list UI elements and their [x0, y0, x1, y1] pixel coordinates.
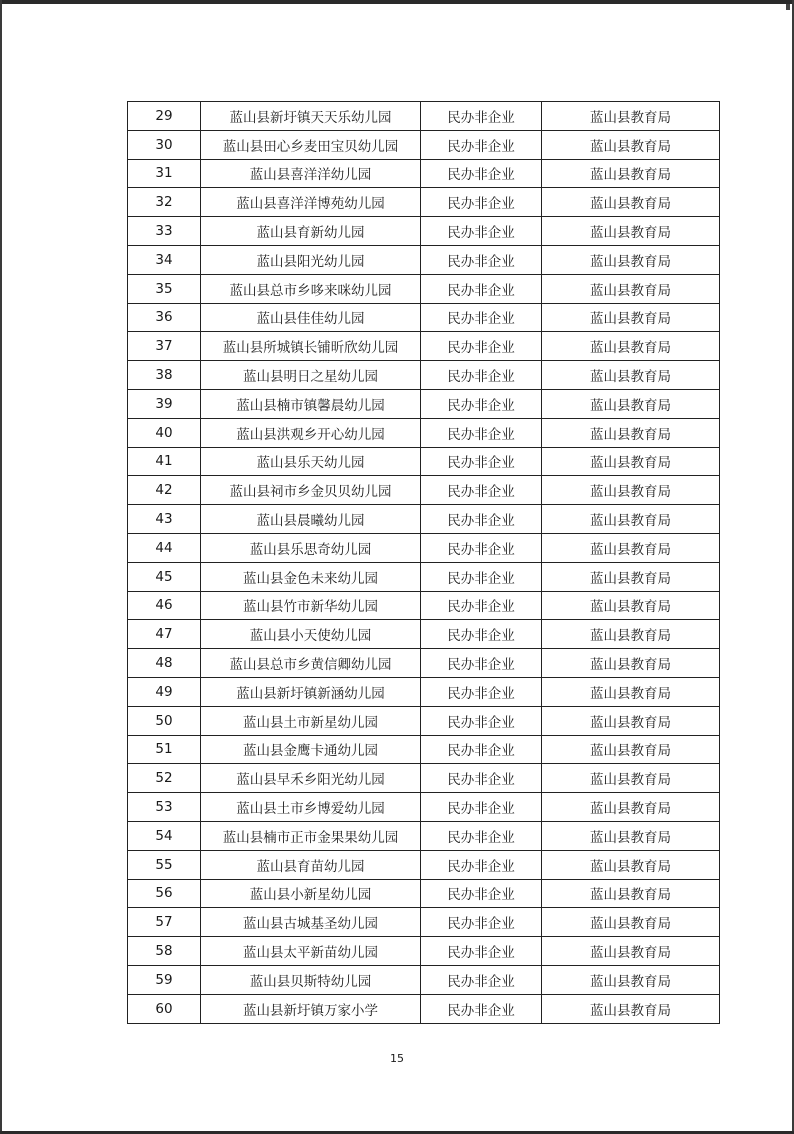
organization-type-cell: 民办非企业	[421, 389, 542, 418]
supervising-authority-cell: 蓝山县教育局	[542, 649, 720, 678]
supervising-authority-cell: 蓝山县教育局	[542, 274, 720, 303]
table-row	[128, 389, 720, 418]
supervising-authority-cell: 蓝山县教育局	[542, 994, 720, 1023]
table-row	[128, 821, 720, 850]
row-number-cell: 33	[128, 217, 201, 246]
supervising-authority-cell: 蓝山县教育局	[542, 764, 720, 793]
supervising-authority-cell: 蓝山县教育局	[542, 591, 720, 620]
table-row	[128, 677, 720, 706]
supervising-authority-cell: 蓝山县教育局	[542, 418, 720, 447]
kindergarten-name-cell: 蓝山县新圩镇万家小学	[201, 994, 421, 1023]
supervising-authority-cell: 蓝山县教育局	[542, 562, 720, 591]
kindergarten-name-cell: 蓝山县佳佳幼儿园	[201, 303, 421, 332]
kindergarten-name-cell: 蓝山县古城基圣幼儿园	[201, 908, 421, 937]
supervising-authority-cell: 蓝山县教育局	[542, 303, 720, 332]
organization-type-cell: 民办非企业	[421, 850, 542, 879]
row-number-cell: 60	[128, 994, 201, 1023]
row-number-cell: 35	[128, 274, 201, 303]
row-number-cell: 45	[128, 562, 201, 591]
page-number: 15	[390, 1052, 404, 1065]
row-number-cell: 32	[128, 188, 201, 217]
organization-type-cell: 民办非企业	[421, 159, 542, 188]
supervising-authority-cell: 蓝山县教育局	[542, 620, 720, 649]
kindergarten-name-cell: 蓝山县楠市镇馨晨幼儿园	[201, 389, 421, 418]
kindergarten-name-cell: 蓝山县总市乡哆来咪幼儿园	[201, 274, 421, 303]
scan-edge-top	[0, 0, 794, 4]
kindergarten-name-cell: 蓝山县所城镇长铺昕欣幼儿园	[201, 332, 421, 361]
table-row	[128, 562, 720, 591]
kindergarten-name-cell: 蓝山县土市新星幼儿园	[201, 706, 421, 735]
kindergarten-name-cell: 蓝山县小新星幼儿园	[201, 879, 421, 908]
table-row	[128, 649, 720, 678]
organization-type-cell: 民办非企业	[421, 994, 542, 1023]
supervising-authority-cell: 蓝山县教育局	[542, 706, 720, 735]
kindergarten-name-cell: 蓝山县田心乡麦田宝贝幼儿园	[201, 130, 421, 159]
row-number-cell: 53	[128, 793, 201, 822]
row-number-cell: 31	[128, 159, 201, 188]
kindergarten-name-cell: 蓝山县新圩镇新涵幼儿园	[201, 677, 421, 706]
row-number-cell: 43	[128, 505, 201, 534]
table-row	[128, 188, 720, 217]
table-row	[128, 332, 720, 361]
row-number-cell: 36	[128, 303, 201, 332]
supervising-authority-cell: 蓝山县教育局	[542, 793, 720, 822]
row-number-cell: 49	[128, 677, 201, 706]
kindergarten-name-cell: 蓝山县洪观乡开心幼儿园	[201, 418, 421, 447]
table-row	[128, 130, 720, 159]
organization-type-cell: 民办非企业	[421, 591, 542, 620]
row-number-cell: 47	[128, 620, 201, 649]
row-number-cell: 55	[128, 850, 201, 879]
kindergarten-name-cell: 蓝山县金色未来幼儿园	[201, 562, 421, 591]
kindergarten-name-cell: 蓝山县竹市新华幼儿园	[201, 591, 421, 620]
supervising-authority-cell: 蓝山县教育局	[542, 937, 720, 966]
supervising-authority-cell: 蓝山县教育局	[542, 677, 720, 706]
table-row	[128, 245, 720, 274]
organization-type-cell: 民办非企业	[421, 620, 542, 649]
organization-type-cell: 民办非企业	[421, 793, 542, 822]
row-number-cell: 41	[128, 447, 201, 476]
supervising-authority-cell: 蓝山县教育局	[542, 361, 720, 390]
table-row	[128, 303, 720, 332]
supervising-authority-cell: 蓝山县教育局	[542, 102, 720, 131]
kindergarten-name-cell: 蓝山县乐天幼儿园	[201, 447, 421, 476]
kindergarten-name-cell: 蓝山县明日之星幼儿园	[201, 361, 421, 390]
table-row	[128, 908, 720, 937]
organization-type-cell: 民办非企业	[421, 332, 542, 361]
scan-edge-left	[0, 0, 2, 1134]
row-number-cell: 48	[128, 649, 201, 678]
row-number-cell: 38	[128, 361, 201, 390]
table-row	[128, 476, 720, 505]
table-row	[128, 994, 720, 1023]
row-number-cell: 52	[128, 764, 201, 793]
supervising-authority-cell: 蓝山县教育局	[542, 332, 720, 361]
organization-type-cell: 民办非企业	[421, 303, 542, 332]
table-row	[128, 793, 720, 822]
row-number-cell: 57	[128, 908, 201, 937]
table-row	[128, 159, 720, 188]
supervising-authority-cell: 蓝山县教育局	[542, 217, 720, 246]
row-number-cell: 59	[128, 965, 201, 994]
row-number-cell: 29	[128, 102, 201, 131]
table-row	[128, 965, 720, 994]
row-number-cell: 39	[128, 389, 201, 418]
organization-type-cell: 民办非企业	[421, 476, 542, 505]
row-number-cell: 50	[128, 706, 201, 735]
kindergarten-name-cell: 蓝山县金鹰卡通幼儿园	[201, 735, 421, 764]
supervising-authority-cell: 蓝山县教育局	[542, 245, 720, 274]
organization-type-cell: 民办非企业	[421, 649, 542, 678]
organization-type-cell: 民办非企业	[421, 533, 542, 562]
kindergarten-name-cell: 蓝山县育苗幼儿园	[201, 850, 421, 879]
kindergarten-name-cell: 蓝山县阳光幼儿园	[201, 245, 421, 274]
table-row	[128, 764, 720, 793]
supervising-authority-cell: 蓝山县教育局	[542, 533, 720, 562]
organization-type-cell: 民办非企业	[421, 188, 542, 217]
kindergarten-name-cell: 蓝山县喜洋洋幼儿园	[201, 159, 421, 188]
supervising-authority-cell: 蓝山县教育局	[542, 389, 720, 418]
table-row	[128, 505, 720, 534]
table-row	[128, 591, 720, 620]
table-row	[128, 418, 720, 447]
kindergarten-name-cell: 蓝山县太平新苗幼儿园	[201, 937, 421, 966]
organization-type-cell: 民办非企业	[421, 130, 542, 159]
kindergarten-name-cell: 蓝山县早禾乡阳光幼儿园	[201, 764, 421, 793]
organization-type-cell: 民办非企业	[421, 965, 542, 994]
kindergarten-name-cell: 蓝山县贝斯特幼儿园	[201, 965, 421, 994]
organization-type-cell: 民办非企业	[421, 505, 542, 534]
supervising-authority-cell: 蓝山县教育局	[542, 965, 720, 994]
organization-type-cell: 民办非企业	[421, 245, 542, 274]
kindergarten-name-cell: 蓝山县楠市正市金果果幼儿园	[201, 821, 421, 850]
supervising-authority-cell: 蓝山县教育局	[542, 159, 720, 188]
row-number-cell: 34	[128, 245, 201, 274]
row-number-cell: 37	[128, 332, 201, 361]
table-row	[128, 533, 720, 562]
table-row	[128, 735, 720, 764]
supervising-authority-cell: 蓝山县教育局	[542, 130, 720, 159]
organization-type-cell: 民办非企业	[421, 879, 542, 908]
table-row	[128, 102, 720, 131]
supervising-authority-cell: 蓝山县教育局	[542, 447, 720, 476]
organization-type-cell: 民办非企业	[421, 274, 542, 303]
row-number-cell: 46	[128, 591, 201, 620]
supervising-authority-cell: 蓝山县教育局	[542, 735, 720, 764]
organization-type-cell: 民办非企业	[421, 418, 542, 447]
organization-type-cell: 民办非企业	[421, 764, 542, 793]
organization-type-cell: 民办非企业	[421, 102, 542, 131]
supervising-authority-cell: 蓝山县教育局	[542, 821, 720, 850]
organization-type-cell: 民办非企业	[421, 937, 542, 966]
table-row	[128, 447, 720, 476]
table-row	[128, 706, 720, 735]
kindergarten-name-cell: 蓝山县晨曦幼儿园	[201, 505, 421, 534]
organization-table	[127, 101, 720, 1024]
table-row	[128, 274, 720, 303]
organization-type-cell: 民办非企业	[421, 706, 542, 735]
kindergarten-name-cell: 蓝山县乐思奇幼儿园	[201, 533, 421, 562]
row-number-cell: 40	[128, 418, 201, 447]
organization-type-cell: 民办非企业	[421, 447, 542, 476]
row-number-cell: 30	[128, 130, 201, 159]
organization-type-cell: 民办非企业	[421, 821, 542, 850]
organization-type-cell: 民办非企业	[421, 217, 542, 246]
supervising-authority-cell: 蓝山县教育局	[542, 476, 720, 505]
kindergarten-name-cell: 蓝山县总市乡黄信卿幼儿园	[201, 649, 421, 678]
organization-table-body	[128, 102, 720, 1024]
table-row	[128, 850, 720, 879]
kindergarten-name-cell: 蓝山县祠市乡金贝贝幼儿园	[201, 476, 421, 505]
supervising-authority-cell: 蓝山县教育局	[542, 505, 720, 534]
supervising-authority-cell: 蓝山县教育局	[542, 850, 720, 879]
organization-type-cell: 民办非企业	[421, 735, 542, 764]
kindergarten-name-cell: 蓝山县喜洋洋博苑幼儿园	[201, 188, 421, 217]
kindergarten-name-cell: 蓝山县小天使幼儿园	[201, 620, 421, 649]
kindergarten-name-cell: 蓝山县新圩镇天天乐幼儿园	[201, 102, 421, 131]
organization-type-cell: 民办非企业	[421, 562, 542, 591]
kindergarten-name-cell: 蓝山县土市乡博爱幼儿园	[201, 793, 421, 822]
table-row	[128, 937, 720, 966]
row-number-cell: 42	[128, 476, 201, 505]
table-row	[128, 620, 720, 649]
table-row	[128, 361, 720, 390]
row-number-cell: 54	[128, 821, 201, 850]
scan-corner-mark	[786, 4, 790, 10]
row-number-cell: 58	[128, 937, 201, 966]
kindergarten-name-cell: 蓝山县育新幼儿园	[201, 217, 421, 246]
organization-type-cell: 民办非企业	[421, 677, 542, 706]
organization-type-cell: 民办非企业	[421, 908, 542, 937]
table-row	[128, 217, 720, 246]
supervising-authority-cell: 蓝山县教育局	[542, 188, 720, 217]
supervising-authority-cell: 蓝山县教育局	[542, 908, 720, 937]
row-number-cell: 51	[128, 735, 201, 764]
organization-type-cell: 民办非企业	[421, 361, 542, 390]
supervising-authority-cell: 蓝山县教育局	[542, 879, 720, 908]
row-number-cell: 44	[128, 533, 201, 562]
table-row	[128, 879, 720, 908]
row-number-cell: 56	[128, 879, 201, 908]
